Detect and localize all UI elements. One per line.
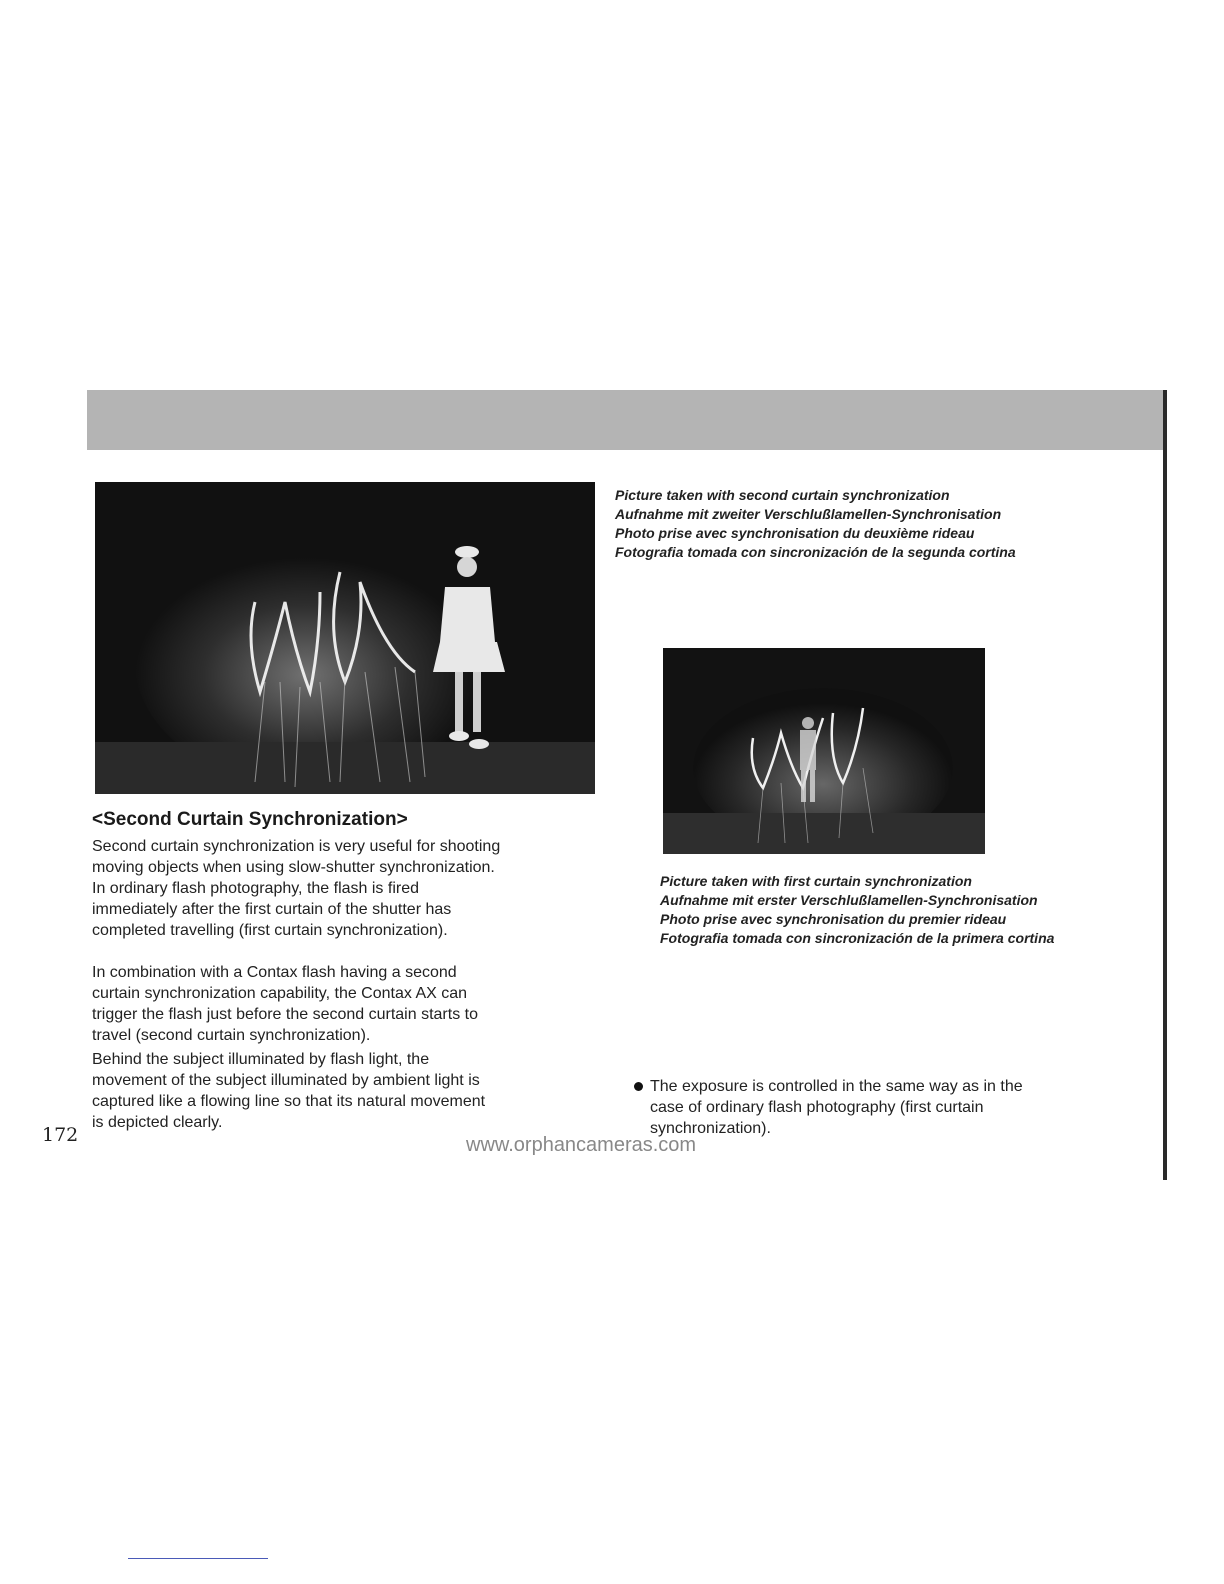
caption-line-es: Fotografia tomada con sincronización de la primera cortina [660,930,1055,946]
text-line: The exposure is controlled in the same way as in the [650,1078,1023,1095]
text-line: case of ordinary flash photography (first curtain [650,1099,984,1116]
caption-line-de: Aufnahme mit zweiter Verschlußlamellen-Synchronisation [615,506,1002,522]
text-line: captured like a flowing line so that its natural movement [92,1093,486,1110]
text-line: Second curtain synchronization is very useful for shooting [92,838,501,855]
text-line: is depicted clearly. [92,1114,223,1131]
header-band [87,390,1165,450]
text-line: trigger the flash just before the second curtain starts to [92,1006,478,1023]
caption-line-en: Picture taken with second curtain synchronization [615,487,950,503]
page-edge-shadow [1163,390,1167,1180]
text-line: travel (second curtain synchronization). [92,1027,371,1044]
text-line: Behind the subject illuminated by flash light, the [92,1051,430,1068]
text-line: synchronization). [650,1120,771,1137]
text-line: In combination with a Contax flash having a second [92,964,457,981]
caption-line-fr: Photo prise avec synchronisation du deuxième rideau [615,525,975,541]
caption-line-es: Fotografia tomada con sincronización de la segunda cortina [615,544,1016,560]
bullet-icon [634,1082,643,1091]
text-line: moving objects when using slow-shutter synchronization. [92,859,495,876]
text-line: movement of the subject illuminated by ambient light is [92,1072,480,1089]
first-curtain-photo [663,648,985,854]
caption-line-en: Picture taken with first curtain synchronization [660,873,972,889]
paragraph-1 [92,836,500,941]
text-line: completed travelling (first curtain synchronization). [92,922,448,939]
page-number: 172 [42,1124,79,1146]
watermark-link[interactable]: www.orphancameras.com [466,1134,697,1156]
text-line: In ordinary flash photography, the flash is fired [92,880,419,897]
second-curtain-photo [95,482,595,794]
caption-line-fr: Photo prise avec synchronisation du premier rideau [660,911,1007,927]
paragraph-3 [92,1049,485,1133]
bottom-rule [128,1558,268,1559]
section-title: <Second Curtain Synchronization> [92,809,408,830]
text-line: curtain synchronization capability, the Contax AX can [92,985,468,1002]
text-line: immediately after the first curtain of the shutter has [92,901,452,918]
paragraph-2 [92,962,478,1046]
caption-line-de: Aufnahme mit erster Verschlußlamellen-Synchronisation [660,892,1038,908]
second-curtain-caption [615,486,1016,562]
first-curtain-caption [660,872,1054,948]
